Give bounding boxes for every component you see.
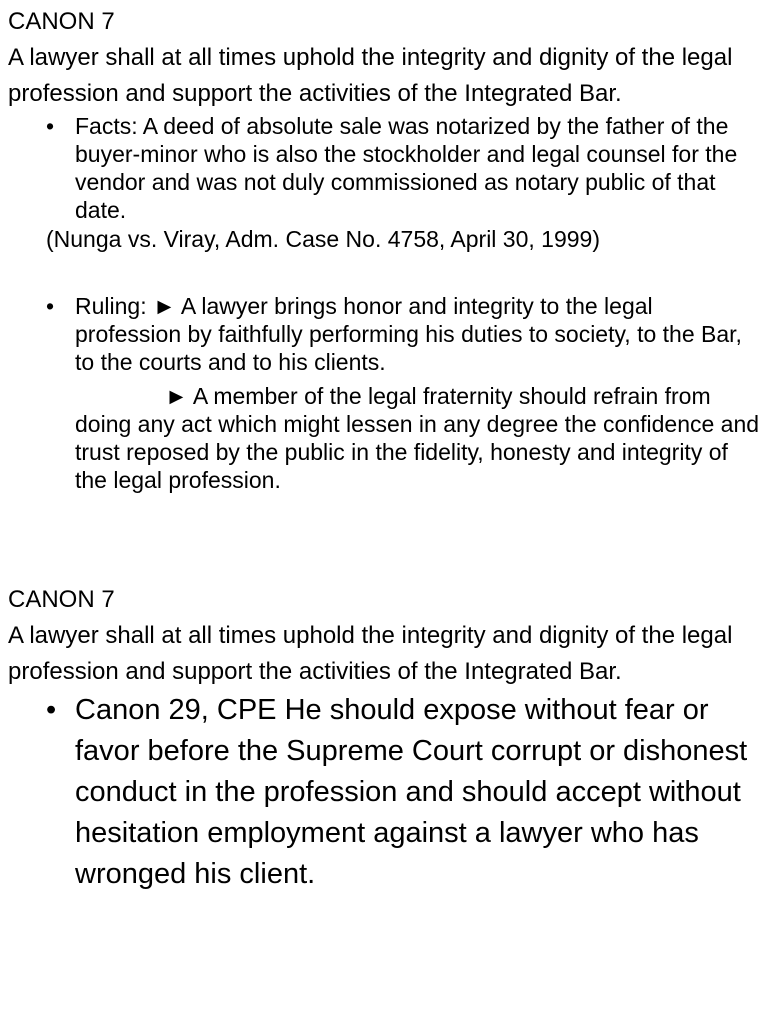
canon-rule-text: A lawyer shall at all times uphold the integrity and dignity of the legal profession and support the activities of the Integrated Bar.	[8, 44, 733, 107]
ruling-list	[8, 292, 760, 494]
canon29-text: Canon 29, CPE He should expose without fear or favor before the Supreme Court corrupt or dishonest conduct in the profession and should accept without hesitation employment against a lawyer who has wronged his client.	[75, 694, 748, 890]
facts-bullet	[8, 112, 760, 224]
bullet-icon: •	[46, 694, 57, 726]
canon29-bullet	[8, 690, 760, 895]
ruling-text-1: Ruling: ► A lawyer brings honor and integrity to the legal profession by faithfully performing his duties to society, to the Bar, to the courts and to his clients.	[75, 293, 742, 375]
canon29-list	[8, 690, 760, 895]
bullet-icon: •	[46, 113, 55, 139]
case-citation: (Nunga vs. Viray, Adm. Case No. 4758, April 30, 1999)	[46, 226, 600, 252]
canon-rule-text: A lawyer shall at all times uphold the integrity and dignity of the legal profession and support the activities of the Integrated Bar.	[8, 622, 733, 685]
slide-2	[8, 582, 760, 895]
canon-title: CANON 7	[8, 586, 115, 613]
facts-text: Facts: A deed of absolute sale was notarized by the father of the buyer-minor who is also the stockholder and legal counsel for the vendor and was not duly commissioned as notary public of that date.	[75, 113, 738, 223]
canon-title: CANON 7	[8, 8, 115, 35]
bullet-icon: •	[46, 293, 55, 319]
slide-1	[8, 4, 760, 494]
ruling-bullet	[8, 292, 760, 494]
facts-list	[8, 112, 760, 224]
ruling-text-2: ► A member of the legal fraternity should refrain from doing any act which might lessen in any degree the confidence and trust reposed by the public in the fidelity, honesty and integrity of the legal profession.	[75, 383, 760, 493]
ruling-text-2-wrap	[75, 382, 760, 494]
